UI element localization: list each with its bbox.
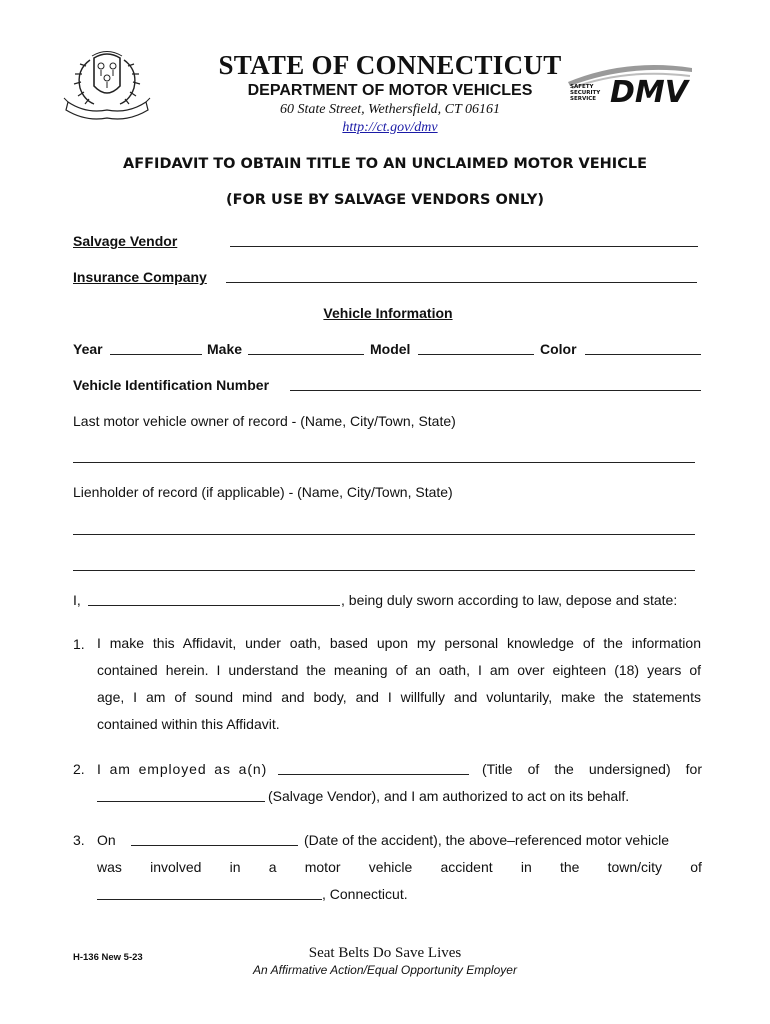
- item3-word: the: [559, 859, 580, 875]
- item3-word: of: [690, 859, 702, 875]
- connecticut-state-seal-icon: [62, 48, 152, 124]
- town-city-field[interactable]: [97, 885, 322, 900]
- vin-field[interactable]: [290, 376, 701, 391]
- item2-text-a: I am employed as a(n): [97, 761, 268, 777]
- item1-paragraph: [97, 630, 701, 738]
- salvage-vendor-label: Salvage Vendor: [73, 233, 178, 249]
- item2-text-b: (Title of the undersigned) for: [482, 761, 702, 777]
- year-field[interactable]: [110, 340, 202, 355]
- insurance-company-label: Insurance Company: [73, 269, 207, 285]
- department-name: DEPARTMENT OF MOTOR VEHICLES: [247, 82, 533, 99]
- salvage-vendor-field[interactable]: [230, 232, 698, 247]
- logo-tagline-2: SECURITY: [570, 90, 601, 96]
- make-label: Make: [207, 341, 243, 357]
- item3-word: accident: [440, 859, 493, 875]
- lienholder-field-1[interactable]: [73, 520, 695, 535]
- item1-line-4: contained within this Affidavit.: [97, 716, 280, 732]
- salvage-vendor-name-field[interactable]: [97, 787, 265, 802]
- item3-word: town/city: [607, 859, 663, 875]
- form-subtitle: (FOR USE BY SALVAGE VENDORS ONLY): [225, 192, 545, 208]
- item1-number: 1.: [73, 636, 85, 652]
- dmv-logo: [566, 58, 694, 106]
- year-label: Year: [73, 341, 103, 357]
- accident-date-field[interactable]: [131, 831, 298, 846]
- item2-number: 2.: [73, 761, 85, 777]
- form-code: H-136 New 5-23: [73, 952, 143, 963]
- department-address: 60 State Street, Wethersfield, CT 06161: [280, 102, 500, 117]
- item3-text-a: (Date of the accident), the above–referenced motor vehicle: [304, 832, 669, 848]
- item3-number: 3.: [73, 832, 85, 848]
- lienholder-field-2[interactable]: [73, 556, 695, 571]
- item3-word: motor: [304, 859, 341, 875]
- item1-line-2: contained herein. I understand the meaning of an oath, I am over eighteen (18) years of: [97, 662, 701, 678]
- last-owner-label: Last motor vehicle owner of record - (Name, City/Town, State): [73, 413, 456, 429]
- vehicle-info-heading: Vehicle Information: [323, 305, 453, 321]
- item1-line-1: I make this Affidavit, under oath, based upon my personal knowledge of the information: [97, 635, 701, 651]
- model-label: Model: [370, 341, 411, 357]
- color-label: Color: [540, 341, 577, 357]
- undersigned-title-field[interactable]: [278, 760, 469, 775]
- item3-word: was: [97, 859, 122, 875]
- insurance-company-field[interactable]: [226, 268, 697, 283]
- state-title: STATE OF CONNECTICUT: [218, 50, 562, 80]
- make-field[interactable]: [248, 340, 364, 355]
- item1-line-3: age, I am of sound mind and body, and I willfully and voluntarily, make the statements: [97, 689, 701, 705]
- item3-word: in: [520, 859, 532, 875]
- department-url-link[interactable]: http://ct.gov/dmv: [342, 120, 438, 135]
- form-title: AFFIDAVIT TO OBTAIN TITLE TO AN UNCLAIMED MOTOR VEHICLE: [123, 156, 647, 172]
- item3-justified-line: [97, 858, 702, 876]
- last-owner-field[interactable]: [73, 448, 695, 463]
- logo-tagline-1: SAFETY: [570, 84, 594, 90]
- item3-word: in: [229, 859, 241, 875]
- logo-tagline-3: SERVICE: [570, 96, 597, 102]
- model-field[interactable]: [418, 340, 534, 355]
- logo-text: DMV: [610, 75, 688, 106]
- oath-prefix: I,: [73, 592, 81, 608]
- item3-on: On: [97, 832, 116, 848]
- item3-word: vehicle: [368, 859, 413, 875]
- item3-word: involved: [150, 859, 202, 875]
- lienholder-label: Lienholder of record (if applicable) - (Name, City/Town, State): [73, 484, 453, 500]
- item2-text-c: (Salvage Vendor), and I am authorized to act on its behalf.: [268, 788, 630, 804]
- vin-label: Vehicle Identification Number: [73, 377, 270, 393]
- item3-text-c: , Connecticut.: [322, 886, 408, 902]
- item3-word: a: [268, 859, 277, 875]
- affiant-name-field[interactable]: [88, 591, 340, 606]
- footer-employer: An Affirmative Action/Equal Opportunity Employer: [253, 963, 517, 977]
- footer-slogan: Seat Belts Do Save Lives: [308, 945, 462, 961]
- oath-suffix: , being duly sworn according to law, depose and state:: [341, 592, 678, 608]
- color-field[interactable]: [585, 340, 701, 355]
